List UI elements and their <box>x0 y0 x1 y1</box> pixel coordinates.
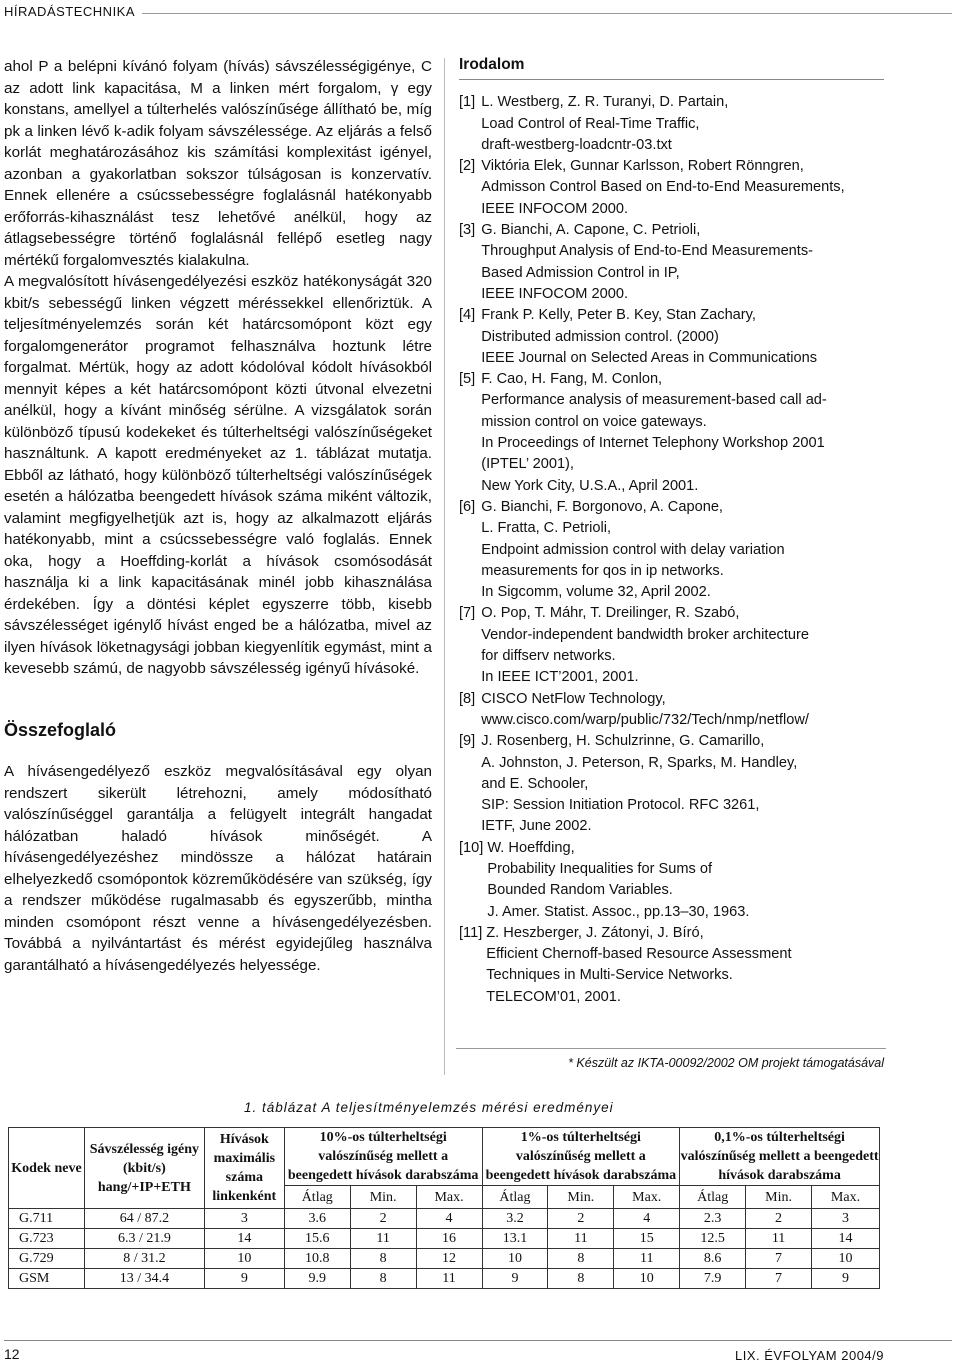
reference-text <box>487 838 749 923</box>
left-column <box>4 56 432 976</box>
header-min: Min. <box>548 1186 614 1209</box>
table-cell: 8 <box>350 1249 416 1269</box>
reference-item <box>459 689 884 732</box>
header-rule <box>142 13 952 14</box>
reference-line: J. Amer. Statist. Assoc., pp.13–30, 1963. <box>487 903 750 920</box>
table-cell: 7 <box>746 1269 812 1289</box>
table-cell: 12 <box>416 1249 482 1269</box>
body-paragraph-2: A megvalósított hívásengedélyezési eszköz hatékonyságát 320 kbit/s sebességű linken végzett méréssekkel ellenőriztük. A teljesítményelemzés során két határcsomópont közt egy forgalomgenerátor programot felhasználva hoztunk létre forgalmat. Mértük, hogy az adott kódolóval kódolt hívásokból mennyit képes a két határcsomópont közti útvonal elvezetni anélkül, hogy a kívánt minőség sérülne. A vizsgálatok során különböző típusú kodekeket és túlterheltségi valószínűségeket használtunk. A kapott eredményeket az 1. táblázat mutatja. Ebből az látható, hogy különböző túlterheltségi valószínűségek esetén a hálózatba beengedett hívások száma miként változik, valamint megfigyelhetjük azt is, hogy az alkalmazott eljárás hatékonyabb, mint a csúcssebességre való foglalás. Ennek oka, hogy a Hoeffding-korlát a hívások csomósodását használja ki a link kapacitásának minél jobb kihasználása érdekében. Így a döntési képlet egyszerre több, kisebb sávszélességet igénylő hívást enged be a hálózatba, mivel az ilyen hívások löketnagysági jobban kiegyenlítik egymást, mint a kevesebb számú, de nagyobb sávszélesség igényű hívásoké. <box>4 273 432 677</box>
table-cell: 14 <box>204 1229 284 1249</box>
header-avg: Átlag <box>482 1186 548 1209</box>
references-column <box>459 54 884 1008</box>
reference-item <box>459 731 884 837</box>
reference-line: Endpoint admission control with delay variation <box>481 541 785 558</box>
reference-item <box>459 220 884 305</box>
header-max-calls: Hívások maximális száma linkenként <box>204 1128 284 1209</box>
page-number: 12 <box>4 1346 20 1362</box>
reference-line: L. Fratta, C. Petrioli, <box>481 520 611 537</box>
reference-line: Frank P. Kelly, Peter B. Key, Stan Zachary, <box>481 307 756 324</box>
reference-line: Efficient Chernoff-based Resource Assessment <box>486 946 792 963</box>
table-cell: 10 <box>482 1249 548 1269</box>
table-cell: 3 <box>204 1209 284 1229</box>
table-cell: 3 <box>812 1209 880 1229</box>
footer-rule <box>4 1340 952 1341</box>
table-cell: 11 <box>416 1269 482 1289</box>
table-row <box>9 1209 880 1229</box>
table-cell: 15.6 <box>284 1229 350 1249</box>
reference-text <box>481 156 844 220</box>
header-max: Max. <box>812 1186 880 1209</box>
table-row <box>9 1269 880 1289</box>
reference-line: W. Hoeffding, <box>487 839 575 856</box>
reference-line: (IPTEL’ 2001), <box>481 456 574 473</box>
table-caption: 1. táblázat A teljesítményelemzés mérési eredményei <box>244 1100 614 1115</box>
header-bandwidth: Sávszélesség igény (kbit/s) hang/+IP+ETH <box>84 1128 204 1209</box>
table-cell: 10 <box>614 1269 680 1289</box>
reference-text <box>486 923 791 1008</box>
header-1-percent: 1%-os túlterheltségi valószínűség mellett a beengedett hívások darabszáma <box>482 1128 680 1186</box>
reference-line: A. Johnston, J. Peterson, R, Sparks, M. Handley, <box>481 754 798 771</box>
reference-line: SIP: Session Initiation Protocol. RFC 3261, <box>481 797 760 814</box>
table-cell: GSM <box>9 1269 85 1289</box>
table-cell: 12.5 <box>680 1229 746 1249</box>
reference-line: In Proceedings of Internet Telephony Workshop 2001 <box>481 435 825 452</box>
reference-text <box>481 220 813 305</box>
reference-line: for diffserv networks. <box>481 648 616 665</box>
reference-item <box>459 923 884 1008</box>
table-cell: 7.9 <box>680 1269 746 1289</box>
reference-line: IETF, June 2002. <box>481 818 592 835</box>
table-cell: 9 <box>482 1269 548 1289</box>
table-cell: 11 <box>350 1229 416 1249</box>
table-cell: 10 <box>812 1249 880 1269</box>
table-cell: 10.8 <box>284 1249 350 1269</box>
reference-line: Bounded Random Variables. <box>487 882 673 899</box>
reference-item <box>459 838 884 923</box>
issue-label: LIX. ÉVFOLYAM 2004/9 <box>735 1348 884 1363</box>
reference-line: Admisson Control Based on End-to-End Measurements, <box>481 179 845 196</box>
reference-line: Probability Inequalities for Sums of <box>487 860 713 877</box>
reference-line: J. Rosenberg, H. Schulzrinne, G. Camarillo, <box>481 733 765 750</box>
reference-line: Throughput Analysis of End-to-End Measurements- <box>481 243 814 260</box>
table-cell: 2 <box>746 1209 812 1229</box>
reference-number: [4] <box>459 307 476 324</box>
table-cell: 10 <box>204 1249 284 1269</box>
table-cell: 3.6 <box>284 1209 350 1229</box>
table-cell: 15 <box>614 1229 680 1249</box>
table-cell: 9 <box>204 1269 284 1289</box>
reference-item <box>459 603 884 688</box>
reference-number: [3] <box>459 222 476 239</box>
header-max: Max. <box>614 1186 680 1209</box>
table-cell: 3.2 <box>482 1209 548 1229</box>
reference-line: Based Admission Control in IP, <box>481 264 680 281</box>
table-cell: 64 / 87.2 <box>84 1209 204 1229</box>
reference-line: TELECOM’01, 2001. <box>486 988 621 1005</box>
table-cell: 2 <box>350 1209 416 1229</box>
table-cell: 8.6 <box>680 1249 746 1269</box>
footnote: * Készült az IKTA-00092/2002 OM projekt támogatásával <box>568 1056 884 1070</box>
reference-line: Load Control of Real-Time Traffic, <box>481 115 700 132</box>
header-codec: Kodek neve <box>9 1128 85 1209</box>
table-row <box>9 1249 880 1269</box>
body-paragraph-1: ahol P a belépni kívánó folyam (hívás) sávszélességigénye, C az adott link kapacitása, M a linken mért forgalom, γ egy konstans, amellyel a túlterhelés valószínűsége állítható be, míg pk a linken lévő k-adik folyam sávszélessége. Az eljárás a felső korlát meghatározásához kis számítási komplexitást igényel, azonban a gyakorlatban sokszor túlságosan is konzervatív. Ennek ellenére a csúcssebességre foglalásnál hatékonyabb erőforrás-kihasználást tesz lehetővé anélkül, hogy az átlagsebességre történő foglalásnál fellépő esetleg nagy mértékű forgalomvesztés kialakulna. <box>4 58 432 269</box>
header-min: Min. <box>746 1186 812 1209</box>
reference-line: In Sigcomm, volume 32, April 2002. <box>481 584 711 601</box>
reference-number: [6] <box>459 498 476 515</box>
table-cell: 9.9 <box>284 1269 350 1289</box>
table-cell: 13.1 <box>482 1229 548 1249</box>
reference-line: IEEE INFOCOM 2000. <box>481 200 629 217</box>
table-cell: 9 <box>812 1269 880 1289</box>
reference-line: mission control on voice gateways. <box>481 413 707 430</box>
reference-number: [5] <box>459 371 476 388</box>
reference-item <box>459 497 884 603</box>
reference-line: L. Westberg, Z. R. Turanyi, D. Partain, <box>481 94 729 111</box>
reference-line: measurements for qos in ip networks. <box>481 562 724 579</box>
header-10-percent: 10%-os túlterheltségi valószínűség mellett a beengedett hívások darabszáma <box>284 1128 482 1186</box>
reference-line: O. Pop, T. Máhr, T. Dreilinger, R. Szabó, <box>481 605 740 622</box>
header-01-percent: 0,1%-os túlterheltségi valószínűség mellett a beengedett hívások darabszáma <box>680 1128 880 1186</box>
results-table <box>8 1127 880 1289</box>
reference-number: [10] <box>459 839 484 856</box>
reference-line: New York City, U.S.A., April 2001. <box>481 477 699 494</box>
reference-line: IEEE INFOCOM 2000. <box>481 285 629 302</box>
reference-line: and E. Schooler, <box>481 775 589 792</box>
table-cell: 6.3 / 21.9 <box>84 1229 204 1249</box>
reference-item <box>459 305 884 369</box>
table-cell: 4 <box>614 1209 680 1229</box>
reference-text <box>481 497 784 603</box>
reference-line: Distributed admission control. (2000) <box>481 328 719 345</box>
table-cell: 14 <box>812 1229 880 1249</box>
table-cell: 2 <box>548 1209 614 1229</box>
reference-text <box>481 731 797 837</box>
reference-line: F. Cao, H. Fang, M. Conlon, <box>481 371 663 388</box>
table-cell: 7 <box>746 1249 812 1269</box>
section-title: Összefoglaló <box>4 719 117 740</box>
reference-number: [1] <box>459 94 476 111</box>
reference-text <box>481 305 817 369</box>
body-paragraph-3: A hívásengedélyező eszköz megvalósításával egy olyan rendszert sikerült létrehozni, amely módosítható valószínűséggel garantálja a felügyelt integrált hangadat hálózatban haladó hívások minőségét. A hívásengedélyezéshez mindössze a hálózat határain elhelyezkedő csomópontok közreműködésére van szükség, így a rendszer működése rugalmasabb és egyszerűbb, mintha minden csomópont részt venne a hívásengedélyezésben. Továbbá a nyilvántartást és mérést egyidejűleg használva garantálható a hívásengedélyezés helyessége. <box>4 763 432 974</box>
reference-line: www.cisco.com/warp/public/732/Tech/nmp/netflow/ <box>481 711 809 728</box>
reference-line: In IEEE ICT’2001, 2001. <box>481 669 639 686</box>
table-cell: 8 / 31.2 <box>84 1249 204 1269</box>
table-cell: 11 <box>746 1229 812 1249</box>
reference-item <box>459 92 884 156</box>
reference-text <box>481 92 728 156</box>
reference-line: Performance analysis of measurement-based call ad- <box>481 392 827 409</box>
reference-line: Viktória Elek, Gunnar Karlsson, Robert Rönngren, <box>481 158 804 175</box>
footnote-rule <box>456 1048 886 1049</box>
table-cell: G.711 <box>9 1209 85 1229</box>
reference-line: G. Bianchi, A. Capone, C. Petrioli, <box>481 222 701 239</box>
reference-line: G. Bianchi, F. Borgonovo, A. Capone, <box>481 498 723 515</box>
header-avg: Átlag <box>680 1186 746 1209</box>
reference-item <box>459 156 884 220</box>
header-min: Min. <box>350 1186 416 1209</box>
table-cell: 4 <box>416 1209 482 1229</box>
table-cell: 11 <box>614 1249 680 1269</box>
reference-number: [11] <box>459 924 483 941</box>
reference-line: CISCO NetFlow Technology, <box>481 690 666 707</box>
reference-line: IEEE Journal on Selected Areas in Communications <box>481 349 818 366</box>
table-cell: 8 <box>548 1269 614 1289</box>
table-cell: 13 / 34.4 <box>84 1269 204 1289</box>
table-cell: G.729 <box>9 1249 85 1269</box>
reference-line: draft-westberg-loadcntr-03.txt <box>481 136 672 153</box>
reference-text <box>481 603 809 688</box>
reference-number: [2] <box>459 158 476 175</box>
references-title: Irodalom <box>459 54 884 80</box>
reference-list <box>459 92 884 1008</box>
reference-text <box>481 689 809 732</box>
reference-number: [8] <box>459 690 476 707</box>
reference-text <box>481 369 827 497</box>
header-max: Max. <box>416 1186 482 1209</box>
table-cell: 11 <box>548 1229 614 1249</box>
reference-line: Vendor-independent bandwidth broker architecture <box>481 626 810 643</box>
running-header: HÍRADÁSTECHNIKA <box>4 4 136 19</box>
table-cell: 16 <box>416 1229 482 1249</box>
reference-line: Z. Heszberger, J. Zátonyi, J. Bíró, <box>486 924 704 941</box>
reference-number: [9] <box>459 733 476 750</box>
table-cell: 8 <box>548 1249 614 1269</box>
table-cell: G.723 <box>9 1229 85 1249</box>
table-cell: 2.3 <box>680 1209 746 1229</box>
header-avg: Átlag <box>284 1186 350 1209</box>
reference-line: Techniques in Multi-Service Networks. <box>486 967 733 984</box>
reference-item <box>459 369 884 497</box>
table-cell: 8 <box>350 1269 416 1289</box>
reference-number: [7] <box>459 605 476 622</box>
table-row <box>9 1229 880 1249</box>
column-divider <box>444 58 445 1075</box>
